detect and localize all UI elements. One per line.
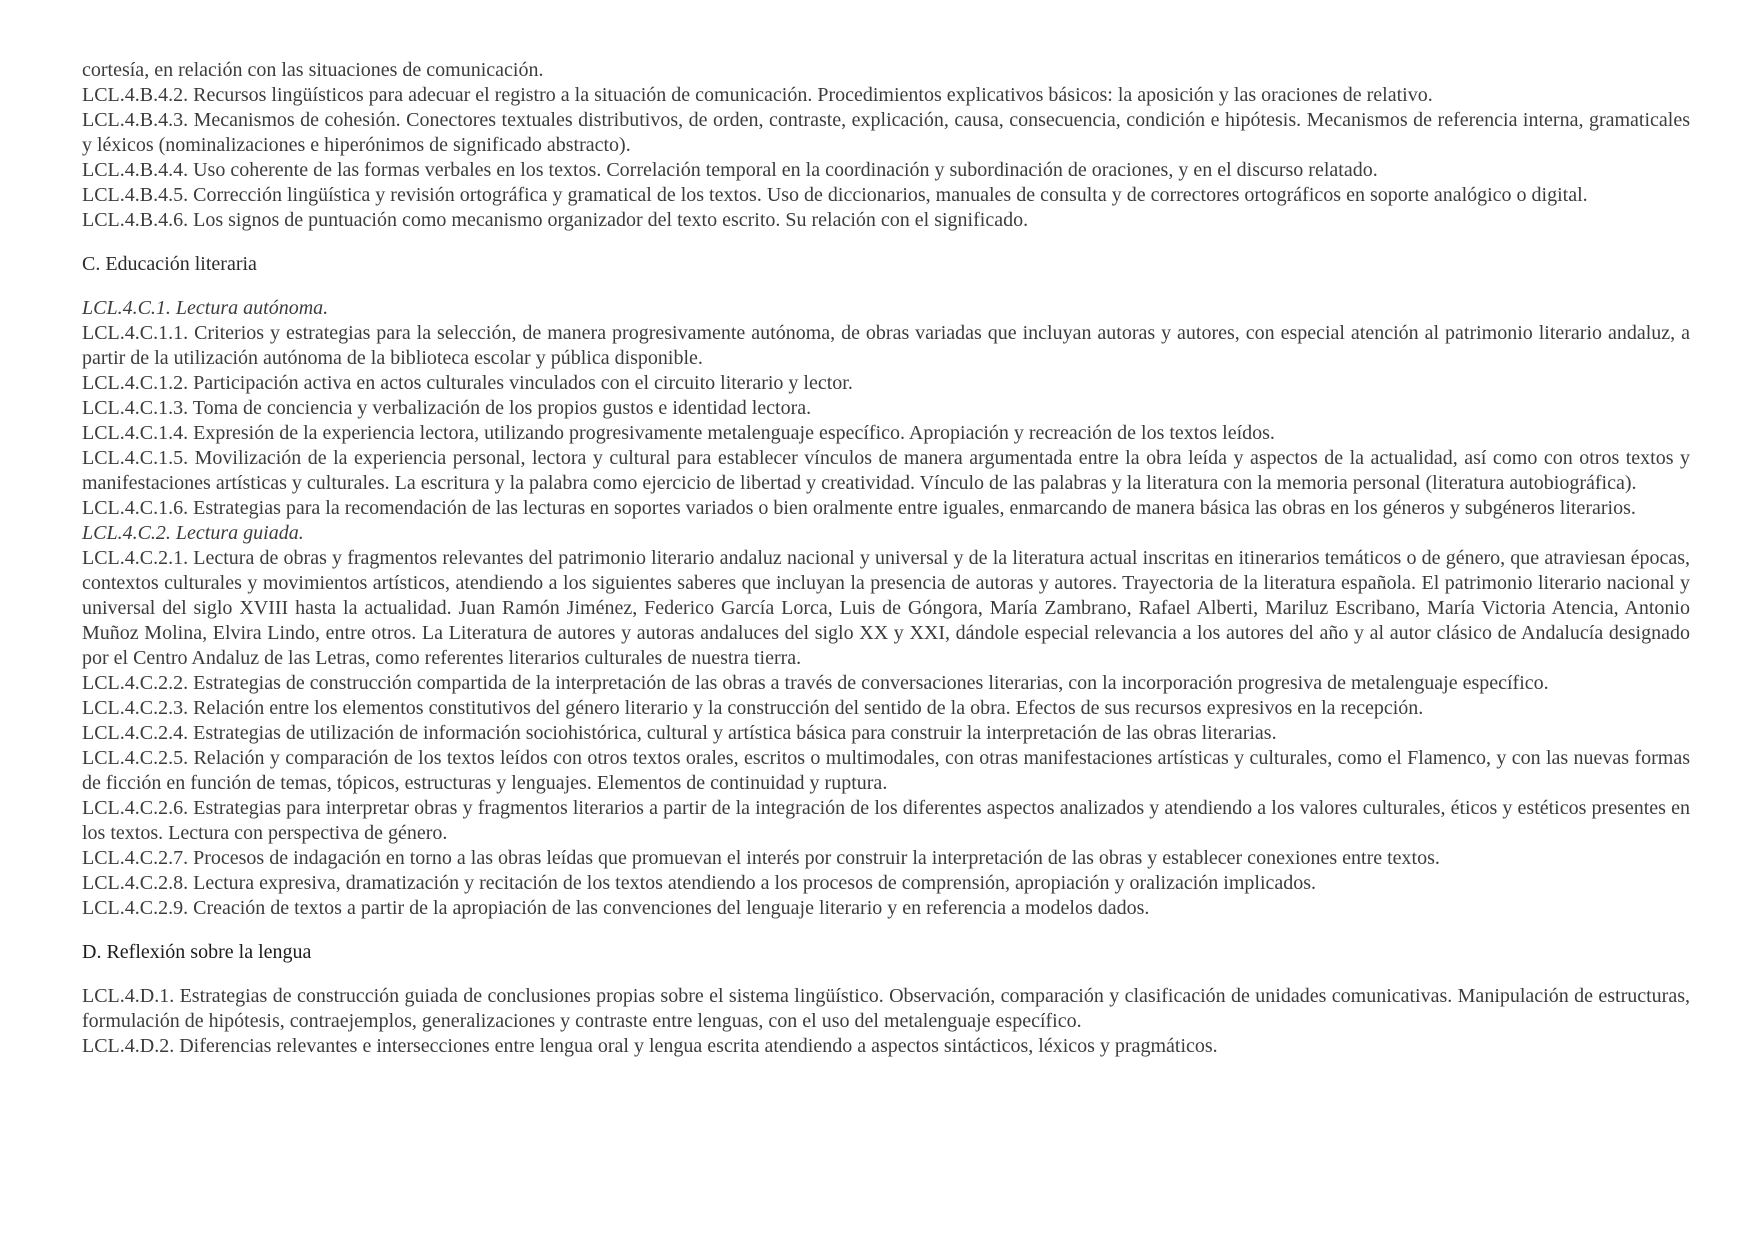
item-lcl-4-b-4-3: LCL.4.B.4.3. Mecanismos de cohesión. Conectores textuales distributivos, de orden, contraste, explicación, causa, consecuencia, condición e hipótesis. Mecanismos de referencia interna, gramaticales y léxicos (nominalizaciones e hiperónimos de significado abstracto). bbox=[82, 109, 1690, 156]
item-lcl-4-c-1-6: LCL.4.C.1.6. Estrategias para la recomendación de las lecturas en soportes variados o bien oralmente entre iguales, enmarcando de manera básica las obras en los géneros y subgéneros literarios. bbox=[82, 497, 1636, 519]
item-lcl-4-c-1-2: LCL.4.C.1.2. Participación activa en actos culturales vinculados con el circuito literario y lector. bbox=[82, 372, 853, 394]
item-lcl-4-c-1-3: LCL.4.C.1.3. Toma de conciencia y verbalización de los propios gustos e identidad lectora. bbox=[82, 397, 812, 419]
item-lcl-4-c-2-7: LCL.4.C.2.7. Procesos de indagación en torno a las obras leídas que promuevan el interés por construir la interpretación de las obras y establecer conexiones entre textos. bbox=[82, 847, 1440, 869]
item-lcl-4-d-2: LCL.4.D.2. Diferencias relevantes e intersecciones entre lengua oral y lengua escrita atendiendo a aspectos sintácticos, léxicos y pragmáticos. bbox=[82, 1035, 1218, 1057]
section-c-heading: C. Educación literaria bbox=[82, 253, 257, 275]
item-lcl-4-c-2-4: LCL.4.C.2.4. Estrategias de utilización de información sociohistórica, cultural y artística básica para construir la interpretación de las obras literarias. bbox=[82, 722, 1277, 744]
section-d-heading: D. Reflexión sobre la lengua bbox=[82, 941, 312, 963]
document-page bbox=[82, 58, 1690, 1059]
section-d-body bbox=[82, 984, 1690, 1059]
item-lcl-4-c-2-8: LCL.4.C.2.8. Lectura expresiva, dramatización y recitación de los textos atendiendo a los procesos de comprensión, apropiación y oralización implicados. bbox=[82, 872, 1317, 894]
item-lcl-4-b-4-2: LCL.4.B.4.2. Recursos lingüísticos para adecuar el registro a la situación de comunicación. Procedimientos explicativos básicos: la aposición y las oraciones de relativo. bbox=[82, 84, 1433, 106]
item-lcl-4-c-1-4: LCL.4.C.1.4. Expresión de la experiencia lectora, utilizando progresivamente metalenguaje específico. Apropiación y recreación de los textos leídos. bbox=[82, 422, 1275, 444]
item-lcl-4-b-4-5: LCL.4.B.4.5. Corrección lingüística y revisión ortográfica y gramatical de los textos. Uso de diccionarios, manuales de consulta y de correctores ortográficos en soporte analógico o digital. bbox=[82, 184, 1588, 206]
subsection-c1-title: LCL.4.C.1. Lectura autónoma. bbox=[82, 297, 329, 319]
item-lcl-4-c-2-9: LCL.4.C.2.9. Creación de textos a partir de la apropiación de las convenciones del lenguaje literario y en referencia a modelos dados. bbox=[82, 897, 1150, 919]
section-b4-continuation bbox=[82, 58, 1690, 233]
item-lcl-4-c-1-1: LCL.4.C.1.1. Criterios y estrategias para la selección, de manera progresivamente autónoma, de obras variadas que incluyan autoras y autores, con especial atención al patrimonio literario andaluz, a partir de la utilización autónoma de la biblioteca escolar y pública disponible. bbox=[82, 322, 1690, 369]
item-lcl-4-c-2-6: LCL.4.C.2.6. Estrategias para interpretar obras y fragmentos literarios a partir de la integración de los diferentes aspectos analizados y atendiendo a los valores culturales, éticos y estéticos presentes en los textos. Lectura con perspectiva de género. bbox=[82, 797, 1690, 844]
item-lcl-4-b-4-4: LCL.4.B.4.4. Uso coherente de las formas verbales en los textos. Correlación temporal en la coordinación y subordinación de oraciones, y en el discurso relatado. bbox=[82, 159, 1378, 181]
item-lcl-4-c-2-5: LCL.4.C.2.5. Relación y comparación de los textos leídos con otros textos orales, escritos o multimodales, con otras manifestaciones artísticas y culturales, como el Flamenco, y con las nuevas formas de ficción en función de temas, tópicos, estructuras y lenguajes. Elementos de continuidad y ruptura. bbox=[82, 747, 1690, 794]
subsection-c2-title: LCL.4.C.2. Lectura guiada. bbox=[82, 522, 304, 544]
item-lcl-4-c-1-5: LCL.4.C.1.5. Movilización de la experiencia personal, lectora y cultural para establecer vínculos de manera argumentada entre la obra leída y aspectos de la actualidad, así como con otros textos y manifestaciones artísticas y culturales. La escritura y la palabra como ejercicio de libertad y creatividad. Vínculo de las palabras y la literatura con la memoria personal (literatura autobiográfica). bbox=[82, 447, 1690, 494]
item-lcl-4-b-4-6: LCL.4.B.4.6. Los signos de puntuación como mecanismo organizador del texto escrito. Su relación con el significado. bbox=[82, 209, 1029, 231]
item-lcl-4-c-2-2: LCL.4.C.2.2. Estrategias de construcción compartida de la interpretación de las obras a través de conversaciones literarias, con la incorporación progresiva de metalenguaje específico. bbox=[82, 672, 1549, 694]
item-lcl-4-c-2-1: LCL.4.C.2.1. Lectura de obras y fragmentos relevantes del patrimonio literario andaluz nacional y universal y de la literatura actual inscritas en itinerarios temáticos o de género, que atraviesan épocas, contextos culturales y movimientos artísticos, atendiendo a los siguientes saberes que incluyan la presencia de autoras y autores. Trayectoria de la literatura española. El patrimonio literario nacional y universal del siglo XVIII hasta la actualidad. Juan Ramón Jiménez, Federico García Lorca, Luis de Góngora, María Zambrano, Rafael Alberti, Mariluz Escribano, María Victoria Atencia, Antonio Muñoz Molina, Elvira Lindo, entre otros. La Literatura de autores y autoras andaluces del siglo XX y XXI, dándole especial relevancia a los autores del año y al autor clásico de Andalucía designado por el Centro Andaluz de las Letras, como referentes literarios culturales de nuestra tierra. bbox=[82, 547, 1690, 669]
section-c-body bbox=[82, 296, 1690, 921]
item-lcl-4-d-1: LCL.4.D.1. Estrategias de construcción guiada de conclusiones propias sobre el sistema lingüístico. Observación, comparación y clasificación de unidades comunicativas. Manipulación de estructuras, formulación de hipótesis, contraejemplos, generalizaciones y contraste entre lenguas, con el uso del metalenguaje específico. bbox=[82, 985, 1690, 1032]
item-lcl-4-c-2-3: LCL.4.C.2.3. Relación entre los elementos constitutivos del género literario y la construcción del sentido de la obra. Efectos de sus recursos expresivos en la recepción. bbox=[82, 697, 1424, 719]
paragraph-cortesia: cortesía, en relación con las situaciones de comunicación. bbox=[82, 59, 544, 81]
